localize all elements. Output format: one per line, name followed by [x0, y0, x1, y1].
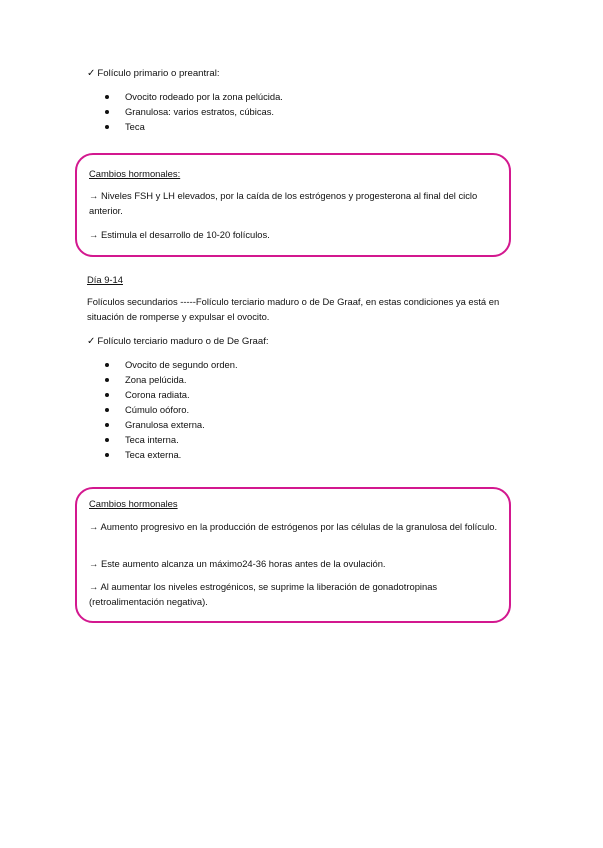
- paragraph: Folículos secundarios -----Folículo terciario maduro o de De Graaf, en estas condiciones ya está en situación de romperse y expulsar el ovocito.: [87, 296, 500, 322]
- heading-text: Folículo terciario maduro o de De Graaf:: [97, 336, 269, 347]
- list-item: Ovocito de segundo orden.: [87, 357, 238, 372]
- check-icon: ✓: [87, 336, 96, 347]
- section-heading-primary: [87, 66, 220, 81]
- bullet-list-primary: [87, 89, 283, 134]
- list-item: Teca: [87, 119, 283, 134]
- box-text-line: → Aumento progresivo en la producción de estrógenos por las células de la granulosa del folículo.: [89, 521, 498, 532]
- section-heading-tertiary: [87, 334, 269, 349]
- box-title: Cambios hormonales: [89, 498, 178, 509]
- list-item: Teca externa.: [87, 447, 238, 462]
- list-item: Granulosa: varios estratos, cúbicas.: [87, 104, 283, 119]
- list-item: Cúmulo oóforo.: [87, 402, 238, 417]
- box-text-line: → Niveles FSH y LH elevados, por la caída de los estrógenos y progesterona al final del ciclo anterior.: [89, 190, 478, 216]
- list-item: Ovocito rodeado por la zona pelúcida.: [87, 89, 283, 104]
- box-text-line: → Al aumentar los niveles estrogénicos, se suprime la liberación de gonadotropinas (retroalimentación negativa).: [89, 581, 438, 607]
- hormonal-changes-box-1: [75, 153, 511, 257]
- bullet-list-tertiary: [87, 357, 238, 462]
- day-label: Día 9-14: [87, 274, 123, 285]
- hormonal-changes-box-2: [75, 487, 511, 623]
- check-icon: ✓: [87, 68, 96, 79]
- list-item: Zona pelúcida.: [87, 372, 238, 387]
- list-item: Corona radiata.: [87, 387, 238, 402]
- box-text-line: → Este aumento alcanza un máximo24-36 horas antes de la ovulación.: [89, 558, 386, 569]
- box-title: Cambios hormonales:: [89, 168, 181, 179]
- list-item: Granulosa externa.: [87, 417, 238, 432]
- heading-text: Folículo primario o preantral:: [97, 68, 220, 79]
- box-text-line: → Estimula el desarrollo de 10-20 folículos.: [89, 229, 270, 240]
- list-item: Teca interna.: [87, 432, 238, 447]
